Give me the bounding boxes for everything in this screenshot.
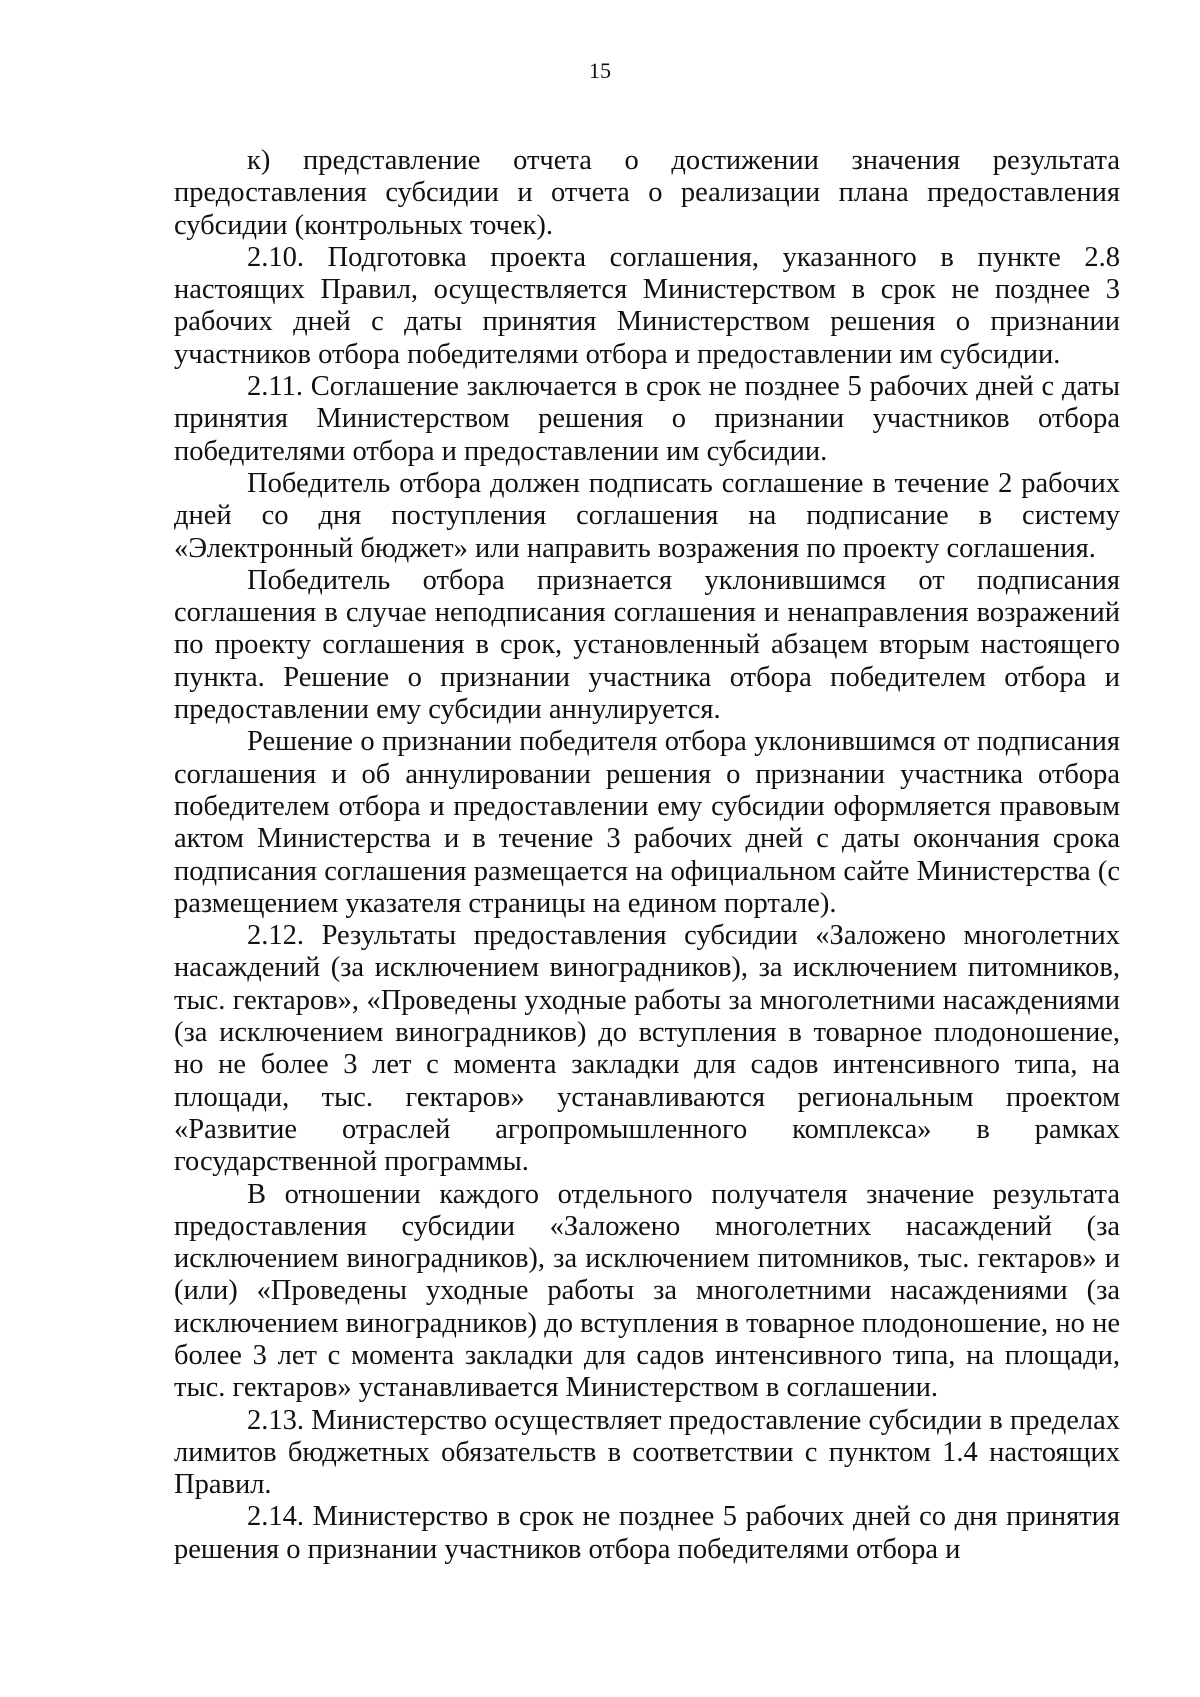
paragraph-2-11-decision: Решение о признании победителя отбора уклонившимся от подписания соглашения и об аннулировании решения о признании участника отбора победителем отбора и предоставлении ему субсидии оформляется правовым актом Министерства и в течение 3 рабочих дней с даты окончания срока подписания соглашения размещается на официальном сайте Министерства (с размещением указателя страницы на едином портале).: [174, 726, 1120, 919]
paragraph-2-11-evasion: Победитель отбора признается уклонившимся от подписания соглашения в случае неподписания соглашения и ненаправления возражений по проекту соглашения в срок, установленный абзацем вторым настоящего пункта. Решение о признании участника отбора победителем отбора и предоставлении ему субсидии аннулируется.: [174, 564, 1120, 726]
paragraph-2-12: 2.12. Результаты предоставления субсидии «Заложено многолетних насаждений (за исключением виноградников), за исключением питомников, тыс. гектаров», «Проведены уходные работы за многолетними насаждениями (за исключением виноградников) до вступления в товарное плодоношение, но не более 3 лет с момента закладки для садов интенсивного типа, на площади, тыс. гектаров» устанавливаются региональным проектом «Развитие отраслей агропромышленного комплекса» в рамках государственной программы.: [174, 920, 1120, 1178]
paragraph-2-10: 2.10. Подготовка проекта соглашения, указанного в пункте 2.8 настоящих Правил, осуществляется Министерством в срок не позднее 3 рабочих дней с даты принятия Министерством решения о признании участников отбора победителями отбора и предоставлении им субсидии.: [174, 241, 1120, 370]
paragraph-2-14: 2.14. Министерство в срок не позднее 5 рабочих дней со дня принятия решения о признании участников отбора победителями отбора и: [174, 1501, 1120, 1565]
document-body: [174, 145, 1120, 1566]
paragraph-2-11-signing: Победитель отбора должен подписать соглашение в течение 2 рабочих дней со дня поступления соглашения на подписание в систему «Электронный бюджет» или направить возражения по проекту соглашения.: [174, 467, 1120, 564]
paragraph-2-12-recipient: В отношении каждого отдельного получателя значение результата предоставления субсидии «Заложено многолетних насаждений (за исключением виноградников), за исключением питомников, тыс. гектаров» и (или) «Проведены уходные работы за многолетними насаждениями (за исключением виноградников) до вступления в товарное плодоношение, но не более 3 лет с момента закладки для садов интенсивного типа, на площади, тыс. гектаров» устанавливается Министерством в соглашении.: [174, 1178, 1120, 1404]
paragraph-2-13: 2.13. Министерство осуществляет предоставление субсидии в пределах лимитов бюджетных обязательств в соответствии с пунктом 1.4 настоящих Правил.: [174, 1404, 1120, 1501]
paragraph-2-11: 2.11. Соглашение заключается в срок не позднее 5 рабочих дней с даты принятия Министерством решения о признании участников отбора победителями отбора и предоставлении им субсидии.: [174, 371, 1120, 467]
paragraph-clause-k: к) представление отчета о достижении значения результата предоставления субсидии и отчета о реализации плана предоставления субсидии (контрольных точек).: [174, 145, 1120, 241]
page-number: 15: [589, 58, 611, 83]
